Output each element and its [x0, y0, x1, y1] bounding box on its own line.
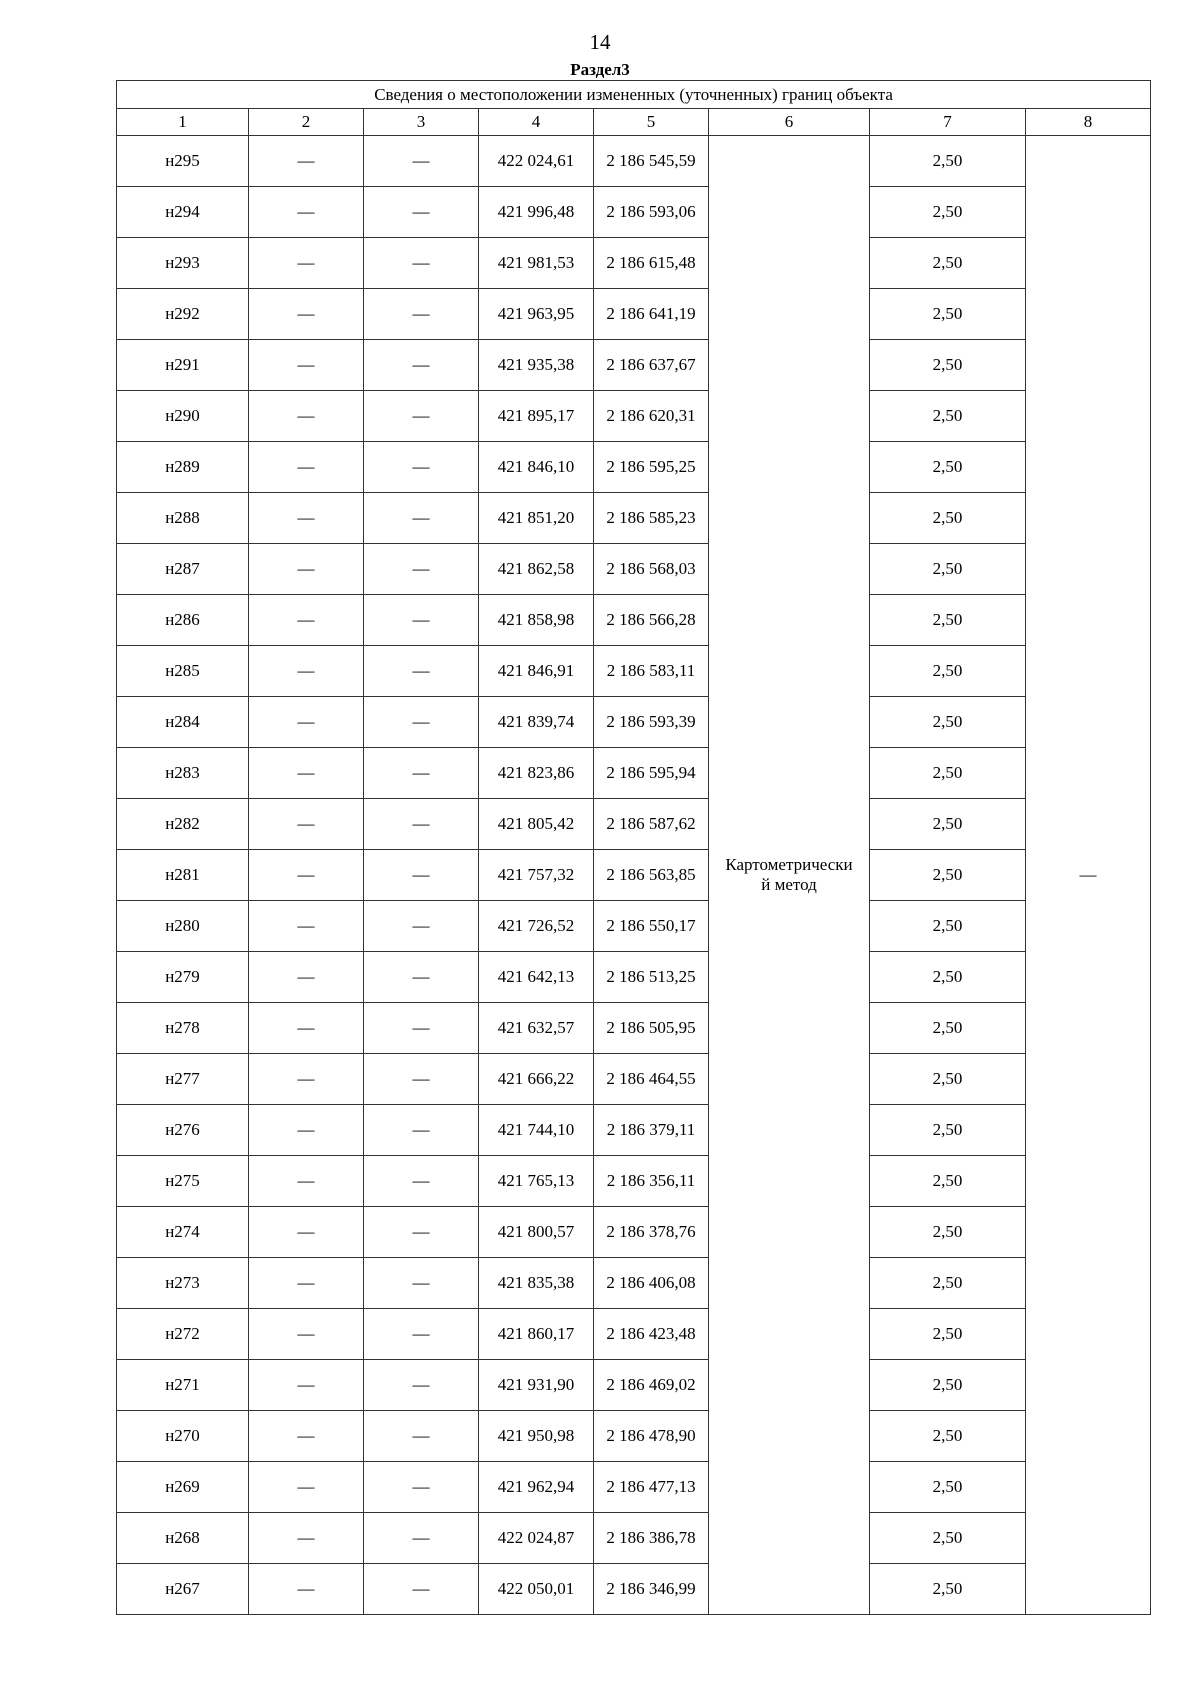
col2-cell: —: [249, 901, 364, 952]
table-row: [117, 238, 1151, 289]
x-coordinate-cell: 421 862,58: [479, 544, 594, 595]
point-name-cell: н293: [117, 238, 249, 289]
col3-cell: —: [364, 697, 479, 748]
y-coordinate-cell: 2 186 593,06: [594, 187, 709, 238]
method-cell: [709, 136, 870, 1615]
accuracy-cell: 2,50: [870, 238, 1026, 289]
table-row: [117, 646, 1151, 697]
table-row: [117, 289, 1151, 340]
accuracy-cell: 2,50: [870, 1003, 1026, 1054]
point-name-cell: н282: [117, 799, 249, 850]
x-coordinate-cell: 421 963,95: [479, 289, 594, 340]
table-row: [117, 595, 1151, 646]
x-coordinate-cell: 421 666,22: [479, 1054, 594, 1105]
table-row: [117, 901, 1151, 952]
accuracy-cell: 2,50: [870, 646, 1026, 697]
col3-cell: —: [364, 646, 479, 697]
col2-cell: —: [249, 1258, 364, 1309]
accuracy-cell: 2,50: [870, 391, 1026, 442]
column-header-7: 7: [870, 109, 1026, 136]
col3-cell: —: [364, 442, 479, 493]
y-coordinate-cell: 2 186 641,19: [594, 289, 709, 340]
col3-cell: —: [364, 1411, 479, 1462]
table-row: [117, 442, 1151, 493]
col3-cell: —: [364, 595, 479, 646]
x-coordinate-cell: 421 851,20: [479, 493, 594, 544]
point-name-cell: н278: [117, 1003, 249, 1054]
col2-cell: —: [249, 850, 364, 901]
x-coordinate-cell: 421 950,98: [479, 1411, 594, 1462]
x-coordinate-cell: 421 996,48: [479, 187, 594, 238]
table-row: [117, 136, 1151, 187]
table-row: [117, 748, 1151, 799]
col3-cell: —: [364, 544, 479, 595]
accuracy-cell: 2,50: [870, 136, 1026, 187]
col2-cell: —: [249, 1411, 364, 1462]
point-name-cell: н284: [117, 697, 249, 748]
col3-cell: —: [364, 340, 479, 391]
accuracy-cell: 2,50: [870, 1462, 1026, 1513]
table-row: [117, 1411, 1151, 1462]
y-coordinate-cell: 2 186 637,67: [594, 340, 709, 391]
col2-cell: —: [249, 544, 364, 595]
point-name-cell: н279: [117, 952, 249, 1003]
table-row: [117, 1207, 1151, 1258]
x-coordinate-cell: 421 839,74: [479, 697, 594, 748]
col2-cell: —: [249, 697, 364, 748]
point-name-cell: н280: [117, 901, 249, 952]
table-row: [117, 187, 1151, 238]
table-row: [117, 1564, 1151, 1615]
accuracy-cell: 2,50: [870, 1156, 1026, 1207]
x-coordinate-cell: 421 642,13: [479, 952, 594, 1003]
col2-cell: —: [249, 136, 364, 187]
x-coordinate-cell: 421 632,57: [479, 1003, 594, 1054]
y-coordinate-cell: 2 186 583,11: [594, 646, 709, 697]
point-name-cell: н277: [117, 1054, 249, 1105]
y-coordinate-cell: 2 186 615,48: [594, 238, 709, 289]
point-name-cell: н286: [117, 595, 249, 646]
point-name-cell: н273: [117, 1258, 249, 1309]
point-name-cell: н292: [117, 289, 249, 340]
table-row: [117, 493, 1151, 544]
x-coordinate-cell: 421 765,13: [479, 1156, 594, 1207]
col2-cell: —: [249, 1156, 364, 1207]
x-coordinate-cell: 421 860,17: [479, 1309, 594, 1360]
col2-cell: —: [249, 1003, 364, 1054]
col2-cell: —: [249, 1309, 364, 1360]
col2-cell: —: [249, 442, 364, 493]
col3-cell: —: [364, 1462, 479, 1513]
point-name-cell: н274: [117, 1207, 249, 1258]
accuracy-cell: 2,50: [870, 799, 1026, 850]
column-header-1: 1: [117, 109, 249, 136]
y-coordinate-cell: 2 186 595,94: [594, 748, 709, 799]
point-name-cell: н289: [117, 442, 249, 493]
x-coordinate-cell: 421 858,98: [479, 595, 594, 646]
x-coordinate-cell: 422 024,87: [479, 1513, 594, 1564]
col2-cell: —: [249, 289, 364, 340]
table-row: [117, 1054, 1151, 1105]
col3-cell: —: [364, 1258, 479, 1309]
table-caption: Сведения о местоположении измененных (уточненных) границ объекта: [117, 81, 1151, 109]
col3-cell: —: [364, 748, 479, 799]
col3-cell: —: [364, 901, 479, 952]
accuracy-cell: 2,50: [870, 1105, 1026, 1156]
y-coordinate-cell: 2 186 545,59: [594, 136, 709, 187]
col2-cell: —: [249, 340, 364, 391]
column-header-4: 4: [479, 109, 594, 136]
point-name-cell: н271: [117, 1360, 249, 1411]
accuracy-cell: 2,50: [870, 748, 1026, 799]
accuracy-cell: 2,50: [870, 850, 1026, 901]
page-number: 14: [589, 30, 611, 54]
accuracy-cell: 2,50: [870, 340, 1026, 391]
table-row: [117, 544, 1151, 595]
point-name-cell: н290: [117, 391, 249, 442]
accuracy-cell: 2,50: [870, 1411, 1026, 1462]
y-coordinate-cell: 2 186 406,08: [594, 1258, 709, 1309]
point-name-cell: н287: [117, 544, 249, 595]
point-name-cell: н291: [117, 340, 249, 391]
col3-cell: —: [364, 187, 479, 238]
point-name-cell: н275: [117, 1156, 249, 1207]
table-row: [117, 850, 1151, 901]
y-coordinate-cell: 2 186 568,03: [594, 544, 709, 595]
col3-cell: —: [364, 1105, 479, 1156]
table-row: [117, 1462, 1151, 1513]
y-coordinate-cell: 2 186 378,76: [594, 1207, 709, 1258]
point-name-cell: н281: [117, 850, 249, 901]
column-header-3: 3: [364, 109, 479, 136]
x-coordinate-cell: 421 823,86: [479, 748, 594, 799]
y-coordinate-cell: 2 186 587,62: [594, 799, 709, 850]
y-coordinate-cell: 2 186 356,11: [594, 1156, 709, 1207]
col2-cell: —: [249, 391, 364, 442]
x-coordinate-cell: 421 981,53: [479, 238, 594, 289]
table-row: [117, 1258, 1151, 1309]
col2-cell: —: [249, 1564, 364, 1615]
accuracy-cell: 2,50: [870, 1309, 1026, 1360]
method-line-1: Картометрически: [725, 855, 853, 874]
accuracy-cell: 2,50: [870, 1513, 1026, 1564]
col3-cell: —: [364, 391, 479, 442]
x-coordinate-cell: 421 757,32: [479, 850, 594, 901]
col3-cell: —: [364, 493, 479, 544]
table-caption-row: [117, 81, 1151, 109]
accuracy-cell: 2,50: [870, 1054, 1026, 1105]
col3-cell: —: [364, 1564, 479, 1615]
col3-cell: —: [364, 952, 479, 1003]
point-name-cell: н295: [117, 136, 249, 187]
accuracy-cell: 2,50: [870, 1258, 1026, 1309]
y-coordinate-cell: 2 186 593,39: [594, 697, 709, 748]
accuracy-cell: 2,50: [870, 442, 1026, 493]
point-name-cell: н283: [117, 748, 249, 799]
table-row: [117, 952, 1151, 1003]
column-header-6: 6: [709, 109, 870, 136]
column-header-5: 5: [594, 109, 709, 136]
y-coordinate-cell: 2 186 595,25: [594, 442, 709, 493]
x-coordinate-cell: 421 931,90: [479, 1360, 594, 1411]
col3-cell: —: [364, 1003, 479, 1054]
table-row: [117, 1156, 1151, 1207]
col2-cell: —: [249, 238, 364, 289]
x-coordinate-cell: 421 805,42: [479, 799, 594, 850]
col3-cell: —: [364, 799, 479, 850]
accuracy-cell: 2,50: [870, 697, 1026, 748]
accuracy-cell: 2,50: [870, 289, 1026, 340]
accuracy-cell: 2,50: [870, 901, 1026, 952]
table-row: [117, 1309, 1151, 1360]
col2-cell: —: [249, 1513, 364, 1564]
y-coordinate-cell: 2 186 505,95: [594, 1003, 709, 1054]
col3-cell: —: [364, 1309, 479, 1360]
col8-cell: —: [1026, 136, 1151, 1615]
y-coordinate-cell: 2 186 346,99: [594, 1564, 709, 1615]
x-coordinate-cell: 421 726,52: [479, 901, 594, 952]
accuracy-cell: 2,50: [870, 544, 1026, 595]
table-row: [117, 1360, 1151, 1411]
x-coordinate-cell: 421 935,38: [479, 340, 594, 391]
column-header-8: 8: [1026, 109, 1151, 136]
y-coordinate-cell: 2 186 469,02: [594, 1360, 709, 1411]
table-row: [117, 1105, 1151, 1156]
col2-cell: —: [249, 1105, 364, 1156]
y-coordinate-cell: 2 186 563,85: [594, 850, 709, 901]
point-name-cell: н288: [117, 493, 249, 544]
accuracy-cell: 2,50: [870, 1564, 1026, 1615]
col2-cell: —: [249, 1054, 364, 1105]
col3-cell: —: [364, 1054, 479, 1105]
point-name-cell: н276: [117, 1105, 249, 1156]
col3-cell: —: [364, 1360, 479, 1411]
y-coordinate-cell: 2 186 464,55: [594, 1054, 709, 1105]
col3-cell: —: [364, 1513, 479, 1564]
accuracy-cell: 2,50: [870, 1207, 1026, 1258]
x-coordinate-cell: 421 895,17: [479, 391, 594, 442]
x-coordinate-cell: 421 846,91: [479, 646, 594, 697]
y-coordinate-cell: 2 186 386,78: [594, 1513, 709, 1564]
section-title: Раздел3: [570, 60, 630, 79]
col2-cell: —: [249, 952, 364, 1003]
table-row: [117, 340, 1151, 391]
y-coordinate-cell: 2 186 478,90: [594, 1411, 709, 1462]
table-row: [117, 1513, 1151, 1564]
col2-cell: —: [249, 595, 364, 646]
method-line-2: й метод: [761, 875, 817, 894]
y-coordinate-cell: 2 186 566,28: [594, 595, 709, 646]
col2-cell: —: [249, 799, 364, 850]
point-name-cell: н268: [117, 1513, 249, 1564]
column-header-row: [117, 109, 1151, 136]
x-coordinate-cell: 421 962,94: [479, 1462, 594, 1513]
y-coordinate-cell: 2 186 477,13: [594, 1462, 709, 1513]
table-row: [117, 697, 1151, 748]
column-header-2: 2: [249, 109, 364, 136]
point-name-cell: н267: [117, 1564, 249, 1615]
point-name-cell: н294: [117, 187, 249, 238]
col3-cell: —: [364, 1156, 479, 1207]
x-coordinate-cell: 421 800,57: [479, 1207, 594, 1258]
point-name-cell: н269: [117, 1462, 249, 1513]
y-coordinate-cell: 2 186 550,17: [594, 901, 709, 952]
col2-cell: —: [249, 187, 364, 238]
y-coordinate-cell: 2 186 379,11: [594, 1105, 709, 1156]
point-name-cell: н270: [117, 1411, 249, 1462]
col3-cell: —: [364, 1207, 479, 1258]
table-body: [117, 136, 1151, 1615]
accuracy-cell: 2,50: [870, 1360, 1026, 1411]
accuracy-cell: 2,50: [870, 493, 1026, 544]
y-coordinate-cell: 2 186 620,31: [594, 391, 709, 442]
x-coordinate-cell: 421 744,10: [479, 1105, 594, 1156]
x-coordinate-cell: 421 835,38: [479, 1258, 594, 1309]
table-row: [117, 391, 1151, 442]
accuracy-cell: 2,50: [870, 952, 1026, 1003]
col3-cell: —: [364, 238, 479, 289]
col3-cell: —: [364, 850, 479, 901]
col2-cell: —: [249, 1207, 364, 1258]
coordinates-table: [116, 80, 1151, 1615]
y-coordinate-cell: 2 186 585,23: [594, 493, 709, 544]
x-coordinate-cell: 421 846,10: [479, 442, 594, 493]
table-row: [117, 1003, 1151, 1054]
x-coordinate-cell: 422 050,01: [479, 1564, 594, 1615]
y-coordinate-cell: 2 186 513,25: [594, 952, 709, 1003]
table-row: [117, 799, 1151, 850]
col2-cell: —: [249, 1462, 364, 1513]
accuracy-cell: 2,50: [870, 595, 1026, 646]
col3-cell: —: [364, 136, 479, 187]
col2-cell: —: [249, 493, 364, 544]
col2-cell: —: [249, 646, 364, 697]
col2-cell: —: [249, 1360, 364, 1411]
point-name-cell: н285: [117, 646, 249, 697]
y-coordinate-cell: 2 186 423,48: [594, 1309, 709, 1360]
accuracy-cell: 2,50: [870, 187, 1026, 238]
point-name-cell: н272: [117, 1309, 249, 1360]
col2-cell: —: [249, 748, 364, 799]
col3-cell: —: [364, 289, 479, 340]
x-coordinate-cell: 422 024,61: [479, 136, 594, 187]
